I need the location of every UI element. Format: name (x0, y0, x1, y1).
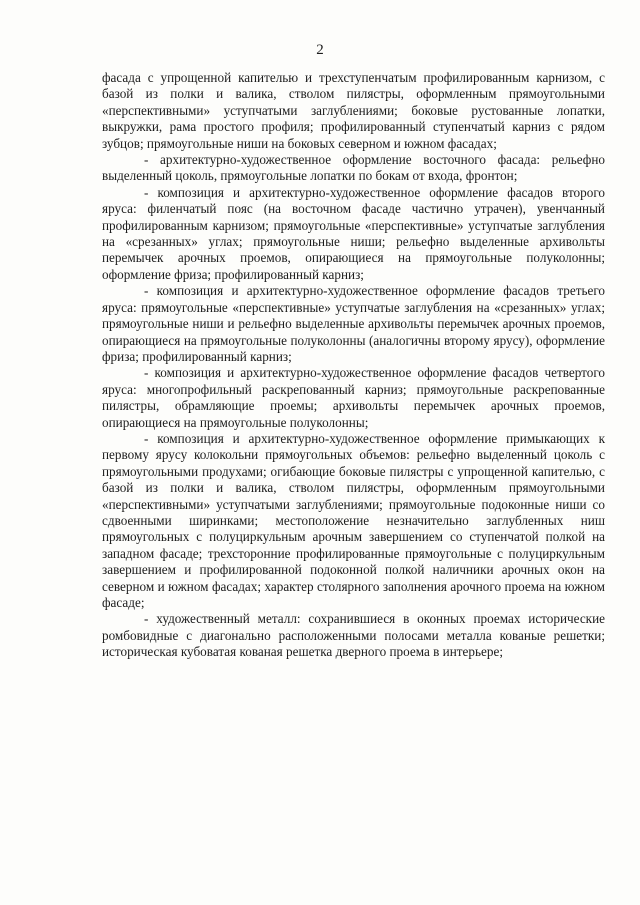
paragraph-second-tier: - композиция и архитектурно-художественное оформление фасадов второго яруса: филенчатый пояс (на восточном фасаде частично утрачен), увенчанный профилированным карнизом; прямоугольные «перспективные» уступчатые заглубления на «срезанных» углах; прямоугольные ниши; рельефно выделенные архивольты перемычек арочных проемов, опирающиеся на прямоугольные полуколонны; оформление фриза; профилированный карниз; (102, 184, 605, 282)
body-text (102, 70, 605, 661)
paragraph-fourth-tier: - композиция и архитектурно-художественное оформление фасадов четвертого яруса: многопрофильный раскрепованный карниз; прямоугольные раскрепованные пилястры, обрамляющие проемы; архивольты перемычек арочных проемов, опирающиеся на прямоугольные полуколонны; (102, 365, 605, 430)
paragraph-third-tier: - композиция и архитектурно-художественное оформление фасадов третьего яруса: прямоугольные «перспективные» уступчатые заглубления на «срезанных» углах; прямоугольные ниши и рельефно выделенные архивольты перемычек арочных проемов, опирающиеся на прямоугольные полуколонны (аналогичны второму ярусу), оформление фриза; профилированный карниз; (102, 283, 605, 364)
paragraph-east-facade: - архитектурно-художественное оформление восточного фасада: рельефно выделенный цоколь, прямоугольные лопатки по бокам от входа, фронтон; (102, 152, 605, 184)
paragraph-facade-continuation: фасада с упрощенной капителью и трехступенчатым профилированным карнизом, с базой из полки и валика, стволом пилястры, оформленным прямоугольными «перспективными» уступчатыми заглублениями; боковые рустованные лопатки, выкружки, рама простого профиля; профилированный ступенчатый карниз с рядом зубцов; прямоугольные ниши на боковых северном и южном фасадах; (102, 70, 605, 151)
paragraph-adjacent-volumes: - композиция и архитектурно-художественное оформление примыкающих к первому ярусу колокольни прямоугольных объемов: рельефно выделенный цоколь с прямоугольными продухами; огибающие боковые пилястры с упрощенной капителью, с базой из полки и валика, стволом пилястры, оформленным прямоугольными «перспективными» уступчатыми заглублениями; прямоугольные подоконные ниши со сдвоенными ширинками; местоположение незначительно заглубленных ниш прямоугольных с полуциркульным арочным завершением со ступенчатой полкой на западном фасаде; трехсторонние профилированные прямоугольные с полуциркульным завершением и профилированной подоконной полкой наличники арочных окон на северном и южном фасадах; характер столярного заполнения арочного проема на южном фасаде; (102, 430, 605, 610)
page-number: 2 (316, 42, 324, 58)
paragraph-artistic-metal: - художественный металл: сохранившиеся в оконных проемах исторические ромбовидные с диагонально расположенными полосами металла кованые решетки; историческая кубоватая кованая решетка дверного проема в интерьере; (102, 611, 605, 660)
